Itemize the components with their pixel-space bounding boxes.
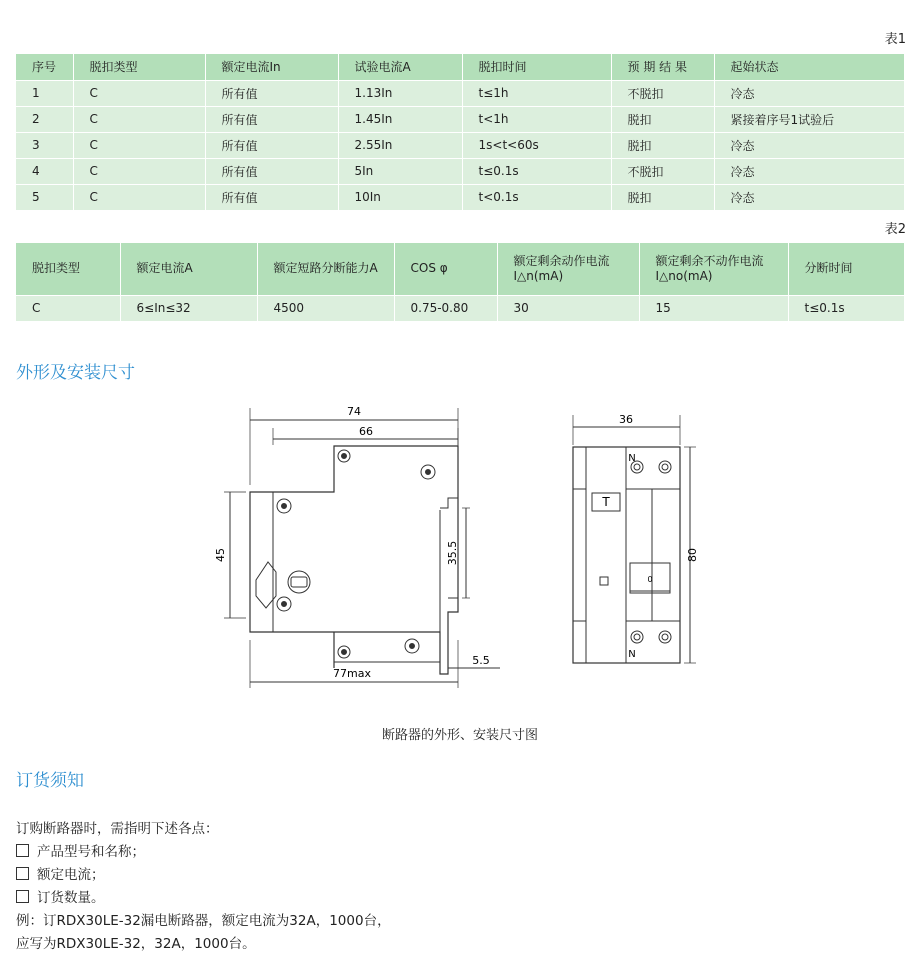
table-cell: C bbox=[73, 106, 205, 132]
table-cell: C bbox=[73, 132, 205, 158]
figure-caption: 断路器的外形、安装尺寸图 bbox=[381, 728, 538, 743]
table-cell: 15 bbox=[639, 295, 788, 321]
table-cell: 6≤In≤32 bbox=[120, 295, 257, 321]
table-cell: t≤1h bbox=[462, 80, 611, 106]
switch-label: 0 bbox=[647, 575, 653, 584]
table-header-cell: 脱扣类型 bbox=[73, 54, 205, 80]
table-cell: 4 bbox=[16, 158, 73, 184]
table-cell: 30 bbox=[497, 295, 639, 321]
dim-rail: 35.5 bbox=[446, 540, 459, 566]
table-cell: 所有值 bbox=[205, 158, 338, 184]
table-cell: 0.75-0.80 bbox=[394, 295, 497, 321]
table-header-cell: 额定电流A bbox=[120, 243, 257, 295]
table-header-cell: 额定短路分断能力A bbox=[257, 243, 394, 295]
table-cell: t≤0.1s bbox=[788, 295, 904, 321]
table-cell: 脱扣 bbox=[611, 106, 714, 132]
test-table bbox=[16, 54, 904, 210]
table-cell: 冷态 bbox=[714, 158, 904, 184]
section-title-dimensions: 外形及安装尺寸 bbox=[16, 363, 135, 383]
table-cell: 5 bbox=[16, 184, 73, 210]
table-cell: 冷态 bbox=[714, 184, 904, 210]
table-cell: C bbox=[73, 158, 205, 184]
table-cell: t<0.1s bbox=[462, 184, 611, 210]
table-header-cell: 脱扣时间 bbox=[462, 54, 611, 80]
terminal-label-top: N bbox=[628, 453, 636, 464]
table-cell: 脱扣 bbox=[611, 132, 714, 158]
terminal-label-bottom: N bbox=[628, 649, 636, 660]
table-cell: 10In bbox=[338, 184, 462, 210]
order-example-line1: 例：订RDX30LE-32漏电断路器，额定电流为32A，1000台， bbox=[16, 913, 391, 929]
table-header-cell: 脱扣类型 bbox=[16, 243, 120, 295]
checkbox-icon bbox=[16, 890, 29, 903]
dim-total-width: 74 bbox=[347, 405, 361, 418]
section-title-order: 订货须知 bbox=[16, 771, 84, 791]
checkbox-icon bbox=[16, 844, 29, 857]
checkbox-icon bbox=[16, 867, 29, 880]
table-cell: 1.13In bbox=[338, 80, 462, 106]
front-view-drawing bbox=[200, 400, 500, 695]
table-cell: 5In bbox=[338, 158, 462, 184]
dim-height: 45 bbox=[214, 548, 227, 562]
table-row bbox=[16, 184, 904, 210]
dim-inner-width: 66 bbox=[359, 425, 373, 438]
table-row bbox=[16, 106, 904, 132]
table-cell: 不脱扣 bbox=[611, 80, 714, 106]
table-cell: C bbox=[16, 295, 120, 321]
order-item-label: 订货数量。 bbox=[37, 890, 105, 906]
table-cell: C bbox=[73, 80, 205, 106]
order-example-line2: 应写为RDX30LE-32，32A，1000台。 bbox=[16, 936, 256, 952]
table-cell: 紧接着序号1试验后 bbox=[714, 106, 904, 132]
table-cell: 脱扣 bbox=[611, 184, 714, 210]
table-header-cell: 试验电流A bbox=[338, 54, 462, 80]
table-cell: 冷态 bbox=[714, 132, 904, 158]
table-cell: 2 bbox=[16, 106, 73, 132]
table-cell: 3 bbox=[16, 132, 73, 158]
dim-step: 5.5 bbox=[472, 654, 490, 667]
table-header-cell: 序号 bbox=[16, 54, 73, 80]
table2-label: 表2 bbox=[884, 222, 906, 237]
table-cell: 1 bbox=[16, 80, 73, 106]
table-row bbox=[16, 158, 904, 184]
order-item-label: 额定电流； bbox=[37, 867, 105, 883]
table-row bbox=[16, 295, 904, 321]
table-row bbox=[16, 80, 904, 106]
table-cell: 1s<t<60s bbox=[462, 132, 611, 158]
spec-table bbox=[16, 243, 904, 321]
table-header-cell: COS φ bbox=[394, 243, 497, 295]
order-item bbox=[16, 887, 391, 910]
order-notes bbox=[16, 818, 391, 956]
table-cell: C bbox=[73, 184, 205, 210]
table1-label: 表1 bbox=[884, 32, 906, 47]
table-header-cell: 额定剩余不动作电流 I△no(mA) bbox=[639, 243, 788, 295]
order-item bbox=[16, 841, 391, 864]
table-cell: 1.45In bbox=[338, 106, 462, 132]
order-intro: 订购断路器时，需指明下述各点： bbox=[16, 821, 219, 837]
table-header-cell: 分断时间 bbox=[788, 243, 904, 295]
table-header-row bbox=[16, 54, 904, 80]
table-header-cell: 起始状态 bbox=[714, 54, 904, 80]
table-cell: 4500 bbox=[257, 295, 394, 321]
table-cell: 不脱扣 bbox=[611, 158, 714, 184]
table-row bbox=[16, 132, 904, 158]
table-cell: t≤0.1s bbox=[462, 158, 611, 184]
table-header-cell: 额定电流In bbox=[205, 54, 338, 80]
side-view-drawing bbox=[560, 405, 710, 675]
table-cell: 所有值 bbox=[205, 106, 338, 132]
table-cell: 所有值 bbox=[205, 132, 338, 158]
dim-width: 36 bbox=[619, 413, 633, 426]
order-item bbox=[16, 864, 391, 887]
dim-side-height: 80 bbox=[686, 548, 699, 562]
order-item-label: 产品型号和名称； bbox=[37, 844, 145, 860]
table-header-row bbox=[16, 243, 904, 295]
table-cell: t<1h bbox=[462, 106, 611, 132]
table-cell: 所有值 bbox=[205, 184, 338, 210]
test-button-label: T bbox=[602, 495, 610, 509]
table-header-cell: 预 期 结 果 bbox=[611, 54, 714, 80]
dim-depth: 77max bbox=[333, 667, 371, 680]
table-cell: 2.55In bbox=[338, 132, 462, 158]
table-header-cell: 额定剩余动作电流 I△n(mA) bbox=[497, 243, 639, 295]
table-cell: 所有值 bbox=[205, 80, 338, 106]
table-cell: 冷态 bbox=[714, 80, 904, 106]
